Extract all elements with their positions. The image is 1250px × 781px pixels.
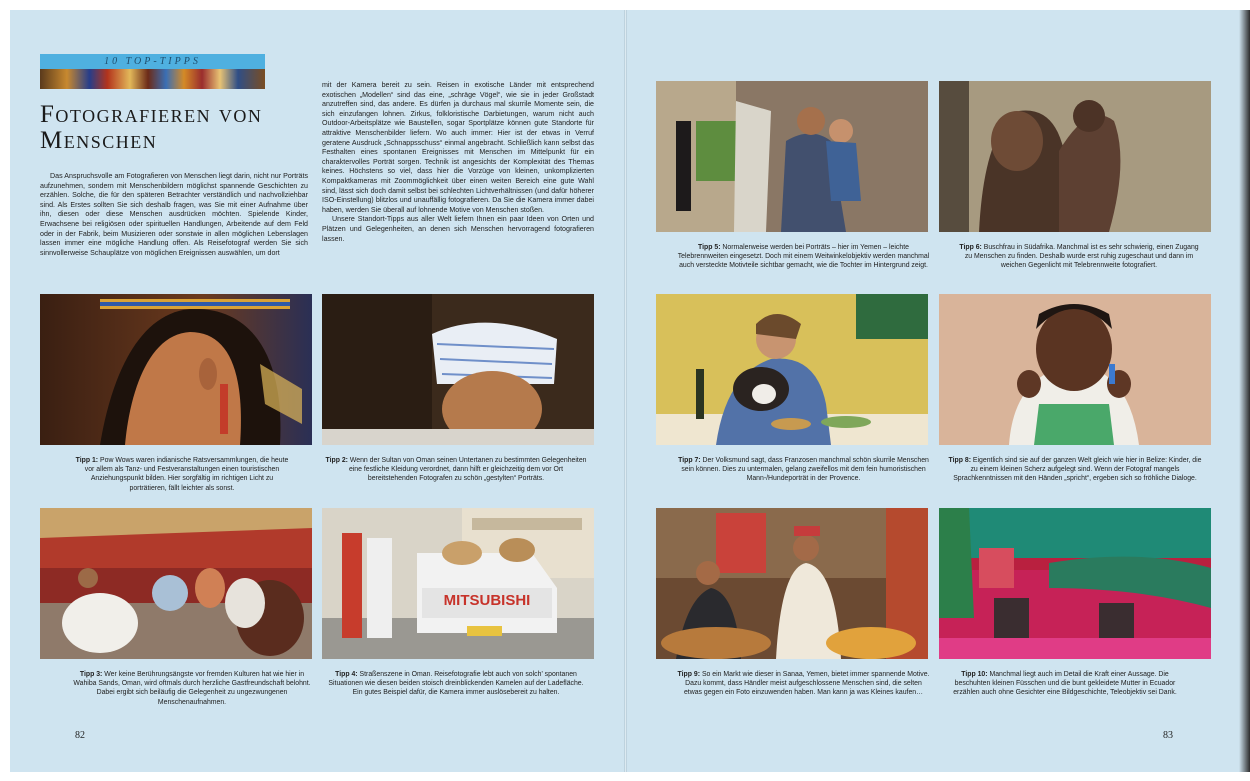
intro-paragraph: Unsere Standort-Tipps aus aller Welt liefern Ihnen ein paar Ideen von Orten und Plätzen und Gelegenheiten, an denen sich Menschen hervorragend fotografieren lassen. [322,215,594,243]
photo-tip-6 [939,81,1211,232]
caption-tip-7 [676,456,931,484]
tip-label: Tipp 3: [79,671,103,678]
tip-text: Normalerweise werden bei Porträts – hier im Yemen – leichte Telebrennweiten eingesetzt. Doch mit einem Weitwinkelobjektiv werden manchmal auch versteckte Motivteile sichtbar gemacht, wie die Tochter im Hintergrund zeigt. [677,244,930,270]
intro-column-1 [40,172,308,258]
tip-text: Buschfrau in Südafrika. Manchmal ist es sehr schwierig, einen Zugang zu Menschen zu finden. Deshalb wurde erst ruhig zugeschaut und dann im weichen Gegenlicht mit Telebrennweite fotografiert. [964,244,1199,270]
caption-tip-4 [325,670,587,698]
tip-label: Tipp 2: [325,457,348,464]
caption-tip-9 [676,670,931,698]
tip-text: Pow Wows waren indianische Ratsversammlungen, die heute vor allem als Tanz- und Festveranstaltungen einen touristischen Anziehungspunkt bilden. Hier sorgfältig im richtigen Licht zu porträtieren, fällt leichter als sonst. [84,457,289,492]
page-edge-shadow [1239,10,1250,772]
tip-label: Tipp 8: [948,457,971,464]
banner-label: 10 TOP-TIPPS [40,54,265,69]
page-number-left: 82 [75,730,85,741]
intro-paragraph: mit der Kamera bereit zu sein. Reisen in exotische Länder mit entsprechend exotischen „Modellen“ sind das eine, „schräge Vögel“, wie sie in jeder Großstadt anzutreffen sind, das andere. Es dürfen ja durchaus mal skurrile Momente sein, die sich einzufangen lohnen. Zirkus, folkloristische Darbietungen, warum nicht auch Outdoor-Arbeitsplätze wie Baustellen, sogar Sportplätze können gute Standorte für attraktive Menschenbilder liefern. Wo auch immer: Hier ist der etwas in Verruf geratene Ausdruck „Schnappsschuss“ einmal angebracht. Schließlich kann selbst das Festhalten eines spontanen Ereignisses mit Menschen im Mittelpunkt für ein charaktervolles Porträt sorgen. Technik ist angesichts der Komplexität des Themas keines. Höchstens so viel, dass hier die Vorzüge von kleinen, unkomplizierten Kompaktkameras mit Zoommöglichkeit über einen weiten Bereich eine gute Wahl sind, lässt sich doch damit selbst bei schlechten Lichtverhältnissen (und dafür höherer ISO-Einstellung) blitzlos und unauffällig fotografieren. Da Sie die Kamera immer dabei haben, werden Sie überall auf lohnende Motive von Menschen stoßen. [322,81,594,214]
top-tips-banner [40,54,265,89]
photo-tip-9 [656,508,928,659]
photo-tip-2 [322,294,594,445]
photo-tip-8 [939,294,1211,445]
tip-text: Eigentlich sind sie auf der ganzen Welt gleich wie hier in Belize: Kinder, die zu einem kleinen Scherz aufgelegt sind. Wenn der Fotograf mangels Sprachkenntnissen mit den Händen „spricht“, ergeben sich so fröhliche Dialoge. [953,457,1202,483]
intro-paragraph: Das Anspruchsvolle am Fotografieren von Menschen liegt darin, nicht nur Porträts aufzunehmen, sondern mit Menschenbildern möglichst spannende Geschichten zu erzählen. Solche, die für den späteren Betrachter verständlich und nachvollziehbar sind. Als Erstes sollten Sie sich deshalb fragen, was Sie mit einer Aufnahme über ihn, diesen oder diese Menschen ausdrücken möchten. Spielende Kinder, Erwachsene bei religiösen oder spirituellen Handlungen, Arbeitende auf dem Feld oder in der Fabrik, beim Musizieren oder sonstwie in allen möglichen Lebenslagen lassen immer eine mögliche Handlung offen. Als Reisefotograf werden Sie sich sinnvollerweise Schauplätze von möglichen Ereignissen auswählen, um dort [40,172,308,257]
photo-tip-4 [322,508,594,659]
book-spine [624,10,627,772]
caption-tip-1 [72,456,292,493]
caption-tip-6 [959,243,1199,271]
title-line-1: Fotografieren von [40,101,263,128]
caption-tip-2 [325,456,587,484]
photo-tip-5 [656,81,928,232]
caption-tip-10 [945,670,1185,698]
title-line-2: Menschen [40,127,158,154]
tip-label: Tipp 6: [959,244,982,251]
tip-text: Wenn der Sultan von Oman seinen Untertanen zu bestimmten Gelegenheiten eine festliche Kleidung verordnet, dann hilft er gleichzeitig dem vor Ort bereitstehenden Fotografen zu schön „gestylten“ Porträts. [348,457,587,483]
photo-tip-3 [40,508,312,659]
photo-tip-10 [939,508,1211,659]
tip-text: Wer keine Berührungsängste vor fremden Kulturen hat wie hier in Wahiba Sands, Oman, wird oftmals durch herzliche Gastfreundschaft belohnt. Dabei ergibt sich beiläufig die Gelegenheit zu ungezwungenen Menschenaufnahmen. [73,671,311,706]
banner-pattern-strip [40,69,265,89]
truck-logo-text: MITSUBISHI [443,592,531,609]
tip-text: Straßenszene in Oman. Reisefotografie lebt auch von solch' spontanen Situationen wie diesen beiden stoisch dreinblickenden Kamelen auf der Ladefläche. Ein gutes Beispiel dafür, die Kamera immer auslösebereit zu halten. [328,671,584,697]
caption-tip-3 [72,670,312,707]
tip-label: Tipp 10: [961,671,988,678]
tip-text: Der Volksmund sagt, dass Franzosen manchmal schön skurrile Menschen sein können. Dies zu untermalen, gelang zweifellos mit dem fein humoristischen Mann-/Hundeporträt in der Provence. [681,457,929,483]
photo-tip-1 [40,294,312,445]
caption-tip-8 [945,456,1205,484]
intro-column-2 [322,81,594,244]
page-title [40,102,310,154]
page-number-right: 83 [1163,730,1173,741]
tip-text: So ein Markt wie dieser in Sanaa, Yemen, bietet immer spannende Motive. Dazu kommt, dass Händler meist aufgeschlossene Menschen sind, die selten etwas gegen ein Foto einzuwenden haben. Man kann ja was Kleines kaufen… [683,671,930,697]
caption-tip-5 [676,243,931,271]
photo-tip-7 [656,294,928,445]
tip-label: Tipp 7: [678,457,701,464]
tip-text: Manchmal liegt auch im Detail die Kraft einer Aussage. Die beschuhten kleinen Füsschen und die bunt gekleidete Mutter in Ecuador erzählen auch ohne Gesichter eine Bildgeschichte, Teleobjektiv sei Dank. [953,671,1177,697]
tip-label: Tipp 1: [75,457,99,464]
tip-label: Tipp 5: [698,244,721,251]
tip-label: Tipp 4: [335,671,358,678]
tip-label: Tipp 9: [677,671,701,678]
